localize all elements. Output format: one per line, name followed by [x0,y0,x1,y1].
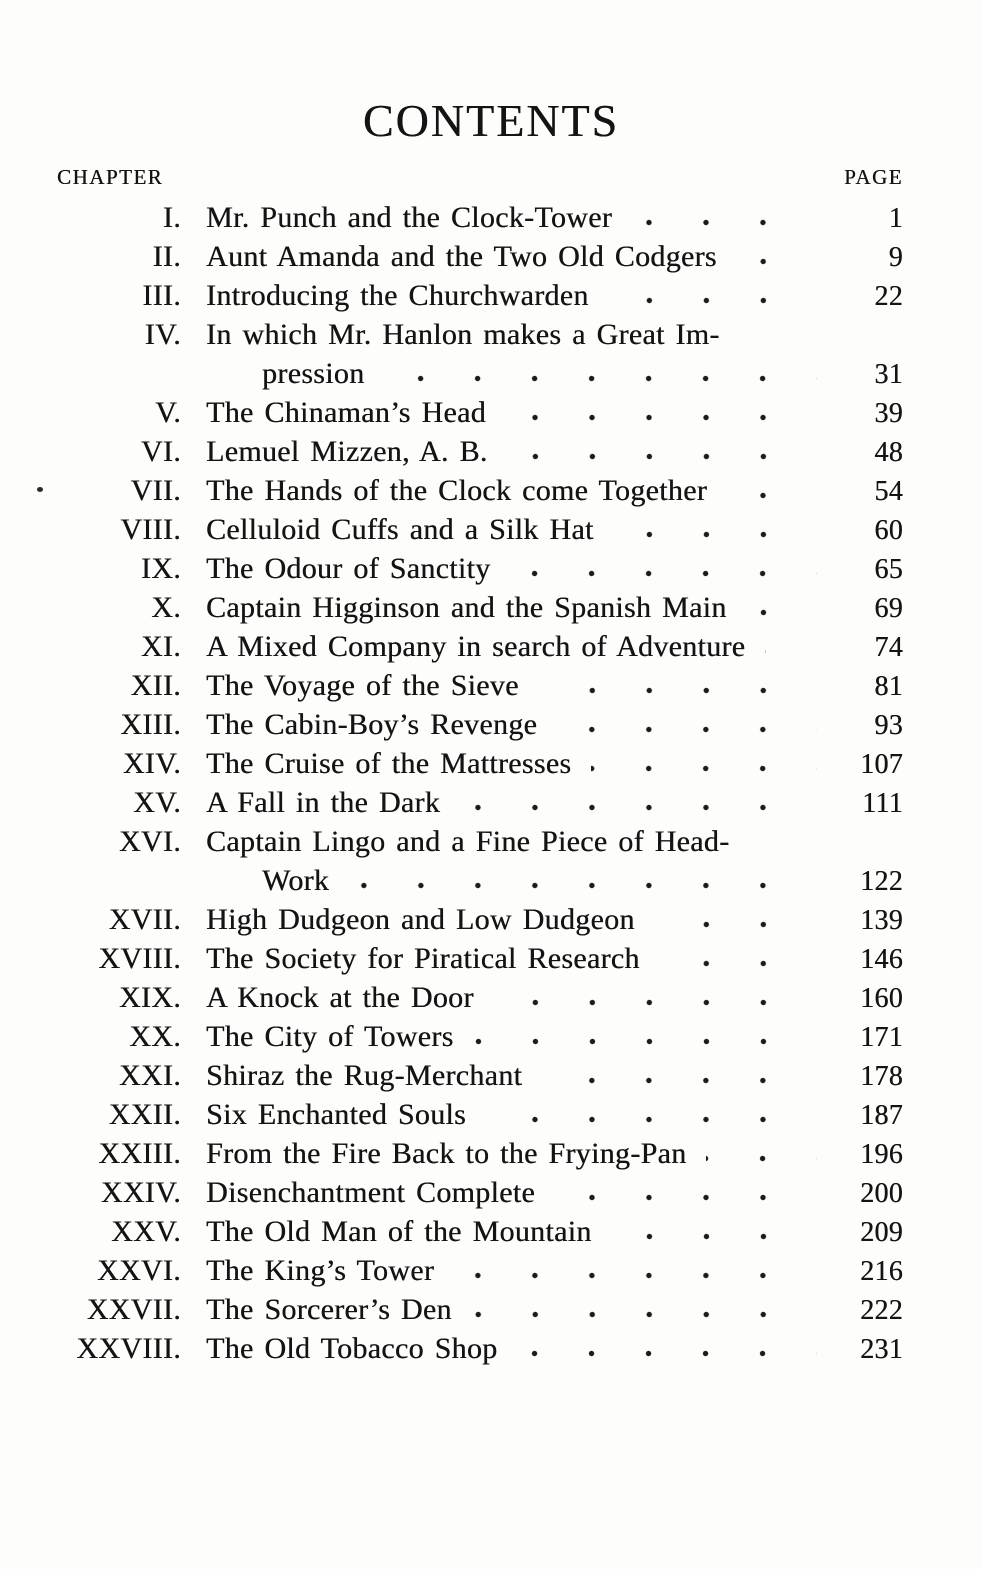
toc-row [45,786,903,825]
chapter-title: Shiraz the Rug-Merchant [206,1059,523,1092]
chapter-title: High Dudgeon and Low Dudgeon [206,903,635,936]
toc-row [45,1254,903,1293]
page-number: 231 [860,1334,903,1365]
chapter-title: Lemuel Mizzen, A. B. [206,435,488,468]
chapter-title: The Odour of Sanctity [206,552,491,585]
chapter-title: Captain Higginson and the Spanish Main [206,591,727,624]
dot-leader [510,569,817,578]
toc-row [45,747,903,786]
page-number: 1 [888,203,903,234]
dot-leader [557,725,817,734]
page-number: 216 [860,1256,903,1287]
chapter-numeral: XXVI. [97,1254,181,1287]
chapter-numeral: XXVIII. [76,1332,181,1365]
chapter-numeral: XIV. [122,747,181,780]
dot-leader [655,920,817,929]
chapter-numeral: VIII. [120,513,181,546]
dot-leader [765,647,817,656]
page-number: 39 [874,398,903,429]
toc-row [45,942,903,981]
chapter-title: The Cabin-Boy’s Revenge [206,708,538,741]
chapter-title-continuation: Work [262,864,330,897]
dot-leader [539,686,817,695]
chapter-numeral: XV. [133,786,181,819]
chapter-numeral: X. [151,591,181,624]
page-column-header: PAGE [844,165,903,189]
dot-leader [472,1310,817,1319]
chapter-numeral: XII. [130,669,181,702]
toc-row [45,318,903,357]
chapter-title: The Sorcerer’s Den [206,1293,452,1326]
dot-leader [494,998,817,1007]
chapter-title: Celluloid Cuffs and a Silk Hat [206,513,594,546]
page-number: 81 [874,671,903,702]
page-number: 178 [860,1061,903,1092]
chapter-numeral: XXIV. [100,1176,181,1209]
chapter-title: A Knock at the Door [206,981,474,1014]
toc-row [45,240,903,279]
dot-leader [706,1154,817,1163]
toc-row [45,981,903,1020]
dot-leader [460,803,817,812]
page-number: 139 [860,905,903,936]
chapter-numeral: XXIII. [98,1137,181,1170]
chapter-title: The Cruise of the Mattresses [206,747,572,780]
dot-leader [506,413,817,422]
page-number: 48 [874,437,903,468]
toc-row [45,1215,903,1254]
page-number: 187 [860,1100,903,1131]
page-number: 196 [860,1139,903,1170]
dot-leader [384,374,817,383]
page-number: 146 [860,944,903,975]
toc-row [45,1176,903,1215]
toc-row [45,1020,903,1059]
chapter-numeral: II. [152,240,181,273]
page-number: 65 [874,554,903,585]
chapter-numeral: IV. [144,318,181,351]
chapter-title: Six Enchanted Souls [206,1098,467,1131]
page-title: CONTENTS [362,95,620,146]
toc-row [45,825,903,864]
toc-row-continuation [45,357,903,396]
toc-row [45,552,903,591]
page-number: 209 [860,1217,903,1248]
dot-leader [454,1271,817,1280]
dot-leader [555,1193,817,1202]
toc-row [45,591,903,630]
chapter-title: The Voyage of the Sieve [206,669,519,702]
page-number: 31 [874,359,903,390]
chapter-numeral: XVII. [108,903,181,936]
page-number: 9 [888,242,903,273]
dot-leader [660,959,817,968]
chapter-title: Disenchantment Complete [206,1176,535,1209]
dot-leader [591,764,817,773]
toc-row [45,396,903,435]
dot-leader [727,491,817,500]
dot-leader [614,530,817,539]
chapter-numeral: XXI. [118,1059,181,1092]
chapter-title: Introducing the Churchwarden [206,279,589,312]
page-number: 111 [862,788,903,819]
toc-row [45,435,903,474]
toc-row [45,1098,903,1137]
toc-row [45,630,903,669]
chapter-title: The Old Tobacco Shop [206,1332,498,1365]
table-of-contents [0,201,982,1371]
toc-row [45,708,903,747]
chapter-title: The Chinaman’s Head [206,396,486,429]
page-number: 93 [874,710,903,741]
toc-row-continuation [45,864,903,903]
toc-row [45,1332,903,1371]
chapter-column-header: CHAPTER [57,165,164,189]
toc-row [45,903,903,942]
chapter-title: Aunt Amanda and the Two Old Codgers [206,240,717,273]
chapter-title: Captain Lingo and a Fine Piece of Head- [206,825,730,858]
chapter-title: From the Fire Back to the Frying-Pan [206,1137,687,1170]
chapter-title: A Fall in the Dark [206,786,441,819]
chapter-numeral: IX. [140,552,181,585]
chapter-title: The Hands of the Clock come Together [206,474,708,507]
ink-speck [37,487,43,492]
dot-leader [349,881,817,890]
chapter-title: Mr. Punch and the Clock-Tower [206,201,613,234]
page-number: 60 [874,515,903,546]
chapter-numeral: XXII. [108,1098,181,1131]
dot-leader [632,218,817,227]
chapter-title: The Society for Piratical Research [206,942,640,975]
page-number: 222 [860,1295,903,1326]
page-number: 200 [860,1178,903,1209]
chapter-numeral: XX. [129,1020,181,1053]
chapter-title: In which Mr. Hanlon makes a Great Im- [206,318,720,351]
chapter-numeral: XI. [140,630,181,663]
page-number: 54 [874,476,903,507]
column-headers [0,167,982,188]
chapter-numeral: VI. [140,435,181,468]
toc-row [45,1293,903,1332]
dot-leader [486,1115,817,1124]
chapter-numeral: XXV. [111,1215,181,1248]
toc-row [45,669,903,708]
page-number: 107 [860,749,903,780]
page-number: 69 [874,593,903,624]
chapter-numeral: III. [142,279,181,312]
chapter-title: The King’s Tower [206,1254,435,1287]
toc-row [45,201,903,240]
chapter-numeral: VII. [130,474,181,507]
dot-leader [474,1037,817,1046]
page-number: 22 [874,281,903,312]
dot-leader [508,452,817,461]
toc-row [45,474,903,513]
page-number: 160 [860,983,903,1014]
chapter-numeral: XVIII. [98,942,181,975]
chapter-numeral: XIII. [120,708,181,741]
chapter-numeral: V. [155,396,181,429]
chapter-numeral: XVI. [118,825,181,858]
chapter-title: The City of Towers [206,1020,454,1053]
page-number: 122 [860,866,903,897]
chapter-numeral: XXVII. [86,1293,181,1326]
dot-leader [612,1232,817,1241]
dot-leader [517,1349,817,1358]
dot-leader [542,1076,817,1085]
toc-row [45,1137,903,1176]
chapter-title-continuation: pression [262,357,365,390]
toc-row [45,279,903,318]
dot-leader [737,257,817,266]
page-number: 171 [860,1022,903,1053]
dot-leader [747,608,817,617]
toc-row [45,513,903,552]
chapter-title: The Old Man of the Mountain [206,1215,592,1248]
dot-leader [609,296,817,305]
chapter-numeral: I. [162,201,181,234]
toc-row [45,1059,903,1098]
chapter-title: A Mixed Company in search of Adventure [206,630,746,663]
page-number: 74 [874,632,903,663]
chapter-numeral: XIX. [118,981,181,1014]
